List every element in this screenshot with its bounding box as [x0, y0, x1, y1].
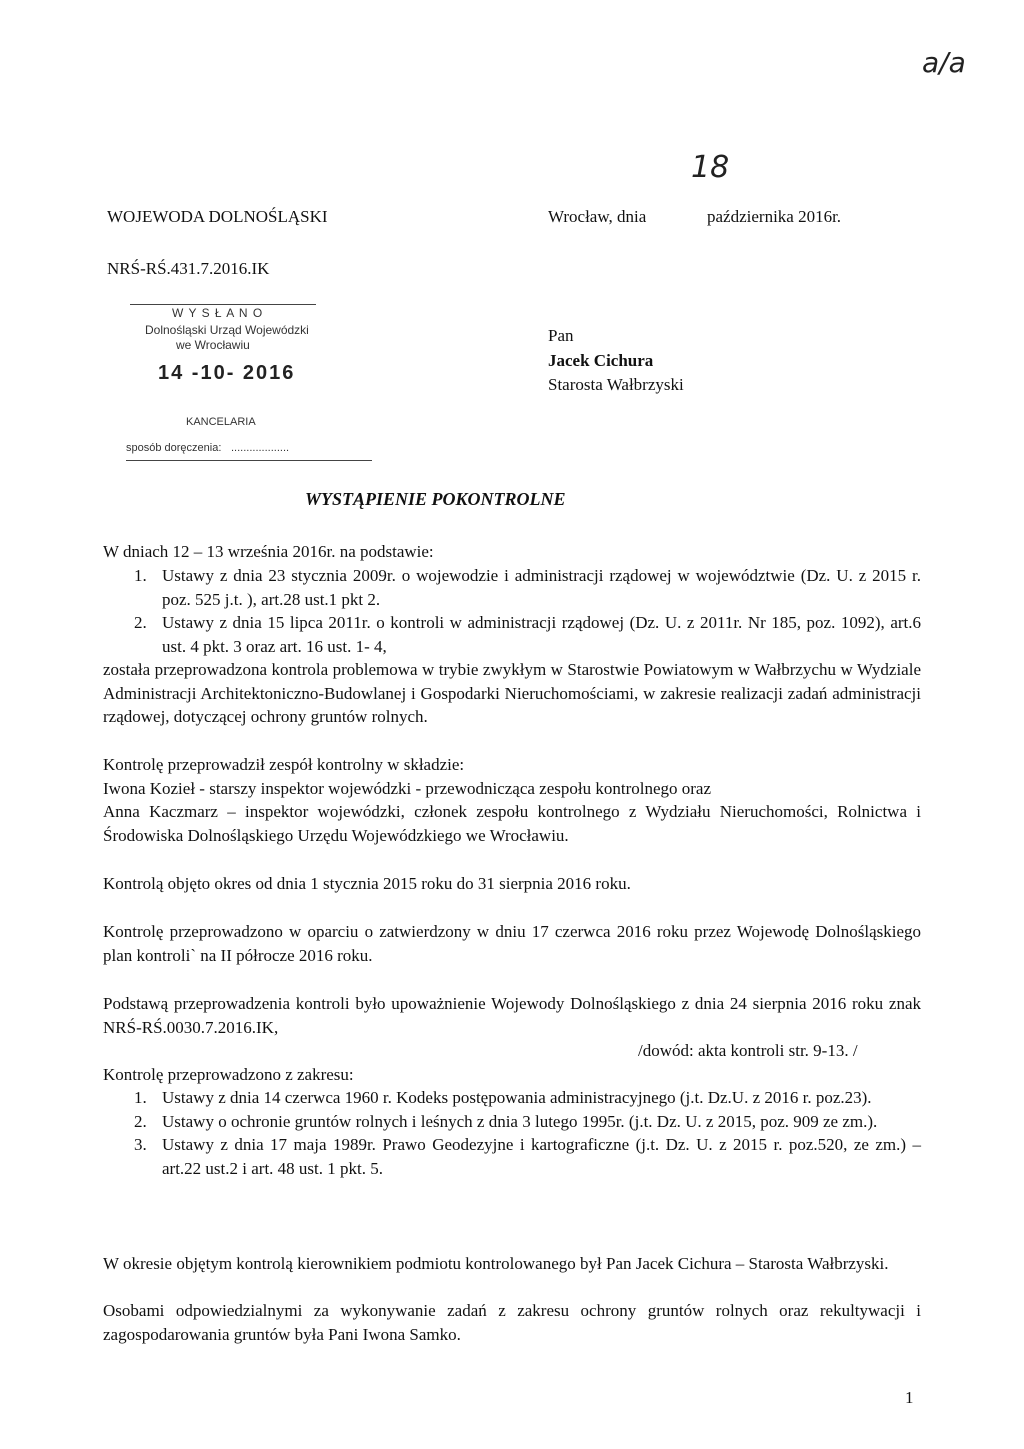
scope-intro: Kontrolę przeprowadzono z zakresu:	[103, 1065, 354, 1084]
intro-line: W dniach 12 – 13 września 2016r. na podstawie:	[103, 542, 434, 561]
legal-basis-item	[103, 564, 921, 611]
scope-list	[103, 1086, 921, 1180]
reference-number: NRŚ-RŚ.431.7.2016.IK	[107, 259, 270, 278]
legal-basis-list	[103, 564, 921, 658]
place-date-suffix: października 2016r.	[707, 207, 842, 226]
stamp-line2: we Wrocławiu	[176, 338, 250, 352]
team-member-1: Iwona Kozieł - starszy inspektor wojewódzki - przewodnicząca zespołu kontrolnego oraz	[103, 779, 711, 798]
list-number: 1.	[134, 1088, 147, 1107]
document-title: WYSTĄPIENIE POKONTROLNE	[305, 489, 566, 509]
page-number: 1	[905, 1388, 914, 1407]
team-member-2: Anna Kaczmarz – inspektor wojewódzki, członek zespołu kontrolnego z Wydziału Nieruchomości, Rolnictwa i Środowiska Dolnośląskiego Urzędu Wojewódzkiego we Wrocławiu.	[103, 802, 921, 845]
paragraph-plan: Kontrolę przeprowadzono w oparciu o zatwierdzony w dniu 17 czerwca 2016 roku przez Wojewodę Dolnośląskiego plan kontroli` na II półrocze 2016 roku.	[103, 922, 921, 965]
stamp-date: 14 -10- 2016	[158, 362, 296, 384]
team-intro: Kontrolę przeprowadził zespół kontrolny w składzie:	[103, 755, 465, 774]
list-text: Ustawy z dnia 23 stycznia 2009r. o wojewodzie i administracji rządowej w województwie (Dz. U. z 2015 r. poz. 525 j.t. ), art.28 ust.1 pkt 2.	[162, 566, 921, 609]
addressee-salutation: Pan	[548, 326, 574, 345]
list-text: Ustawy z dnia 15 lipca 2011r. o kontroli w administracji rządowej (Dz. U. z 2011r. Nr 185, poz. 1092), art.6 ust. 4 pkt. 3 oraz art. 16 ust. 1- 4,	[162, 613, 921, 656]
list-number: 2.	[134, 613, 147, 632]
list-text: Ustawy o ochronie gruntów rolnych i leśnych z dnia 3 lutego 1995r. (j.t. Dz. U. z 2015, poz. 909 ze zm.).	[162, 1111, 878, 1131]
addressee-name: Jacek Cichura	[548, 351, 654, 370]
stamp-delivery-label: sposób doręczenia:	[126, 442, 222, 454]
addressee-title: Starosta Wałbrzyski	[548, 375, 684, 394]
legal-basis-item	[103, 611, 921, 658]
paragraph-head: W okresie objętym kontrolą kierownikiem podmiotu kontrolowanego był Pan Jacek Cichura – Starosta Wałbrzyski.	[103, 1254, 889, 1273]
list-text: Ustawy z dnia 14 czerwca 1960 r. Kodeks postępowania administracyjnego (j.t. Dz.U. z 2016 r. poz.23).	[162, 1088, 872, 1107]
scope-item	[103, 1110, 921, 1134]
paragraph-period: Kontrolą objęto okres od dnia 1 stycznia 2015 roku do 31 sierpnia 2016 roku.	[103, 874, 631, 893]
scope-item	[103, 1133, 921, 1180]
list-number: 3.	[134, 1135, 147, 1154]
evidence-note: /dowód: akta kontroli str. 9-13. /	[638, 1041, 858, 1060]
stamp-department: KANCELARIA	[186, 416, 256, 428]
paragraph-authorization: Podstawą przeprowadzenia kontroli było upoważnienie Wojewody Dolnośląskiego z dnia 24 sierpnia 2016 roku znak NRŚ-RŚ.0030.7.2016.IK,	[103, 994, 921, 1037]
place-date-prefix: Wrocław, dnia	[548, 207, 647, 226]
list-number: 2.	[134, 1111, 147, 1131]
stamp-line1: Dolnośląski Urząd Wojewódzki	[145, 323, 309, 337]
list-text: Ustawy z dnia 17 maja 1989r. Prawo Geodezyjne i kartograficzne (j.t. Dz. U. z 2015 r. poz.520, ze zm.) – art.22 ust.2 i art. 48 ust. 1 pkt. 5.	[162, 1135, 921, 1178]
stamp-delivery-dots: ...................	[231, 442, 290, 454]
list-number: 1.	[134, 566, 147, 585]
handwritten-initials: a/a	[922, 46, 966, 79]
stamp-title: W Y S Ł A N O	[172, 306, 264, 320]
issuing-office: WOJEWODA DOLNOŚLĄSKI	[107, 207, 328, 226]
paragraph-responsible: Osobami odpowiedzialnymi za wykonywanie zadań z zakresu ochrony gruntów rolnych oraz rekultywacji i zagospodarowania gruntów była Pani Iwona Samko.	[103, 1301, 921, 1344]
handwritten-day: 18	[691, 150, 730, 185]
paragraph-control: została przeprowadzona kontrola problemowa w trybie zwykłym w Starostwie Powiatowym w Wałbrzychu w Wydziale Administracji Architektoniczno-Budowlanej i Gospodarki Nieruchomościami, w zakresie realizacji zadań administracji rządowej, dotyczącej ochrony gruntów rolnych.	[103, 660, 921, 726]
scope-item	[103, 1086, 921, 1110]
